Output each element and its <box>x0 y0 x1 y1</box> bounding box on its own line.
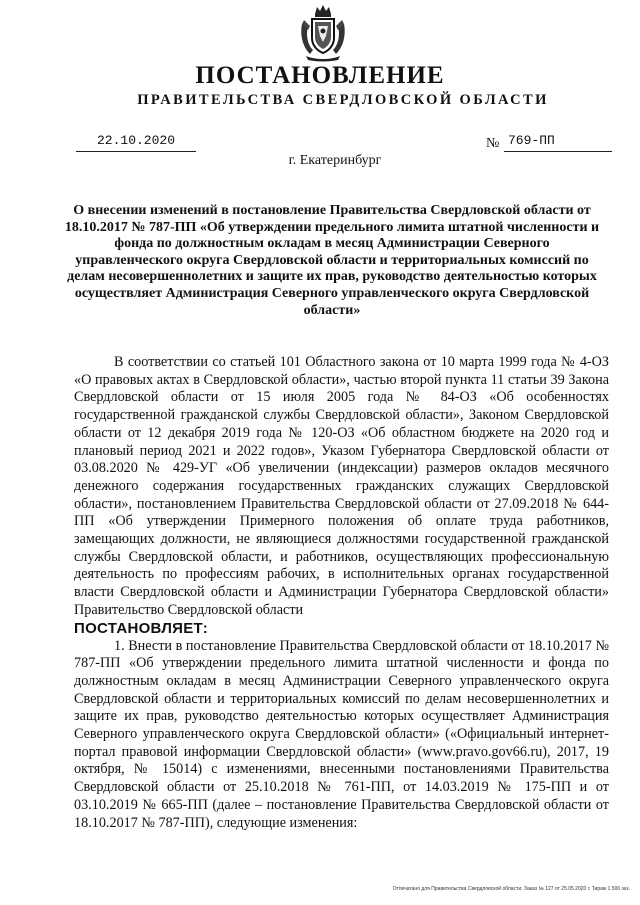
document-organization: ПРАВИТЕЛЬСТВА СВЕРДЛОВСКОЙ ОБЛАСТИ <box>137 92 549 108</box>
document-city: г. Екатеринбург <box>288 153 382 168</box>
number-sign: № <box>486 136 500 151</box>
print-footer-note: Отпечатано для Правительства Свердловской области. Заказ № 127 от 25.05.2020 г. Тираж 1 500 экз. <box>392 886 630 892</box>
item-1-paragraph: 1. Внести в постановление Правительства Свердловской области от 18.10.2017 № 787-ПП «Об утверждении предельного лимита штатной численности и фонда по должностным окладам в месяц Администрации Северного управленческого округа Свердловской области и территориальных комиссий по делам несовершеннолетних и защите их прав, руководство деятельностью которых осуществляет Администрация Северного управленческого округа Свердловской области» («Официальный интернет-портал правовой информации Свердловской области» (www.pravo.gov66.ru), 2017, 19 октября, № 15014) с изменениями, внесенными постановлениями Правительства Свердловской области от 25.10.2018 № 761-ПП, от 14.03.2019 № 175-ПП и от 03.10.2019 № 665-ПП (далее – постановление Правительства Свердловской области от 18.10.2017 № 787-ПП), следующие изменения: <box>74 637 609 831</box>
preamble-paragraph: В соответствии со статьей 101 Областного закона от 10 марта 1999 года № 4-ОЗ «О правовых актах в Свердловской области», частью второй пункта 11 статьи 39 Закона Свердловской области от 15 июля 2005 года № 84-ОЗ «Об особенностях государственной гражданской службы Свердловской области», Законом Свердловской области от 12 декабря 2019 года № 120-ОЗ «Об областном бюджете на 2020 год и плановый период 2021 и 2022 годов», Указом Губернатора Свердловской области от 03.08.2020 № 429-УГ «Об увеличении (индексации) размеров окладов месячного денежного содержания государственных гражданских служащих Свердловской области», постановлением Правительства Свердловской области от 27.09.2018 № 644-ПП «Об утверждении Примерного положения об оплате труда работников, замещающих должности, не являющиеся должностями государственной гражданской службы Свердловской области, и работников, осуществляющих профессиональную деятельность по профессиям рабочих, в исполнительных органах государственной власти Свердловской области и Администрации Губернатора Свердловской области» Правительство Свердловской области <box>74 354 609 618</box>
document-number: 769-ПП <box>504 133 612 152</box>
resolve-heading: ПОСТАНОВЛЯЕТ: <box>74 619 209 637</box>
document-body <box>74 354 609 832</box>
document-date: 22.10.2020 <box>76 133 196 152</box>
document-subject: О внесении изменений в постановление Правительства Свердловской области от 18.10.2017 № 787-ПП «Об утверждении предельного лимита штатной численности и фонда по должностным окладам в месяц Администрации Северного управленческого округа Свердловской области и территориальных комиссий по делам несовершеннолетних и защите их прав, руководство деятельностью которых осуществляет Администрация Северного управленческого округа Свердловской области» <box>64 203 600 318</box>
coat-of-arms-icon <box>298 4 348 62</box>
document-title: ПОСТАНОВЛЕНИЕ <box>195 62 445 89</box>
